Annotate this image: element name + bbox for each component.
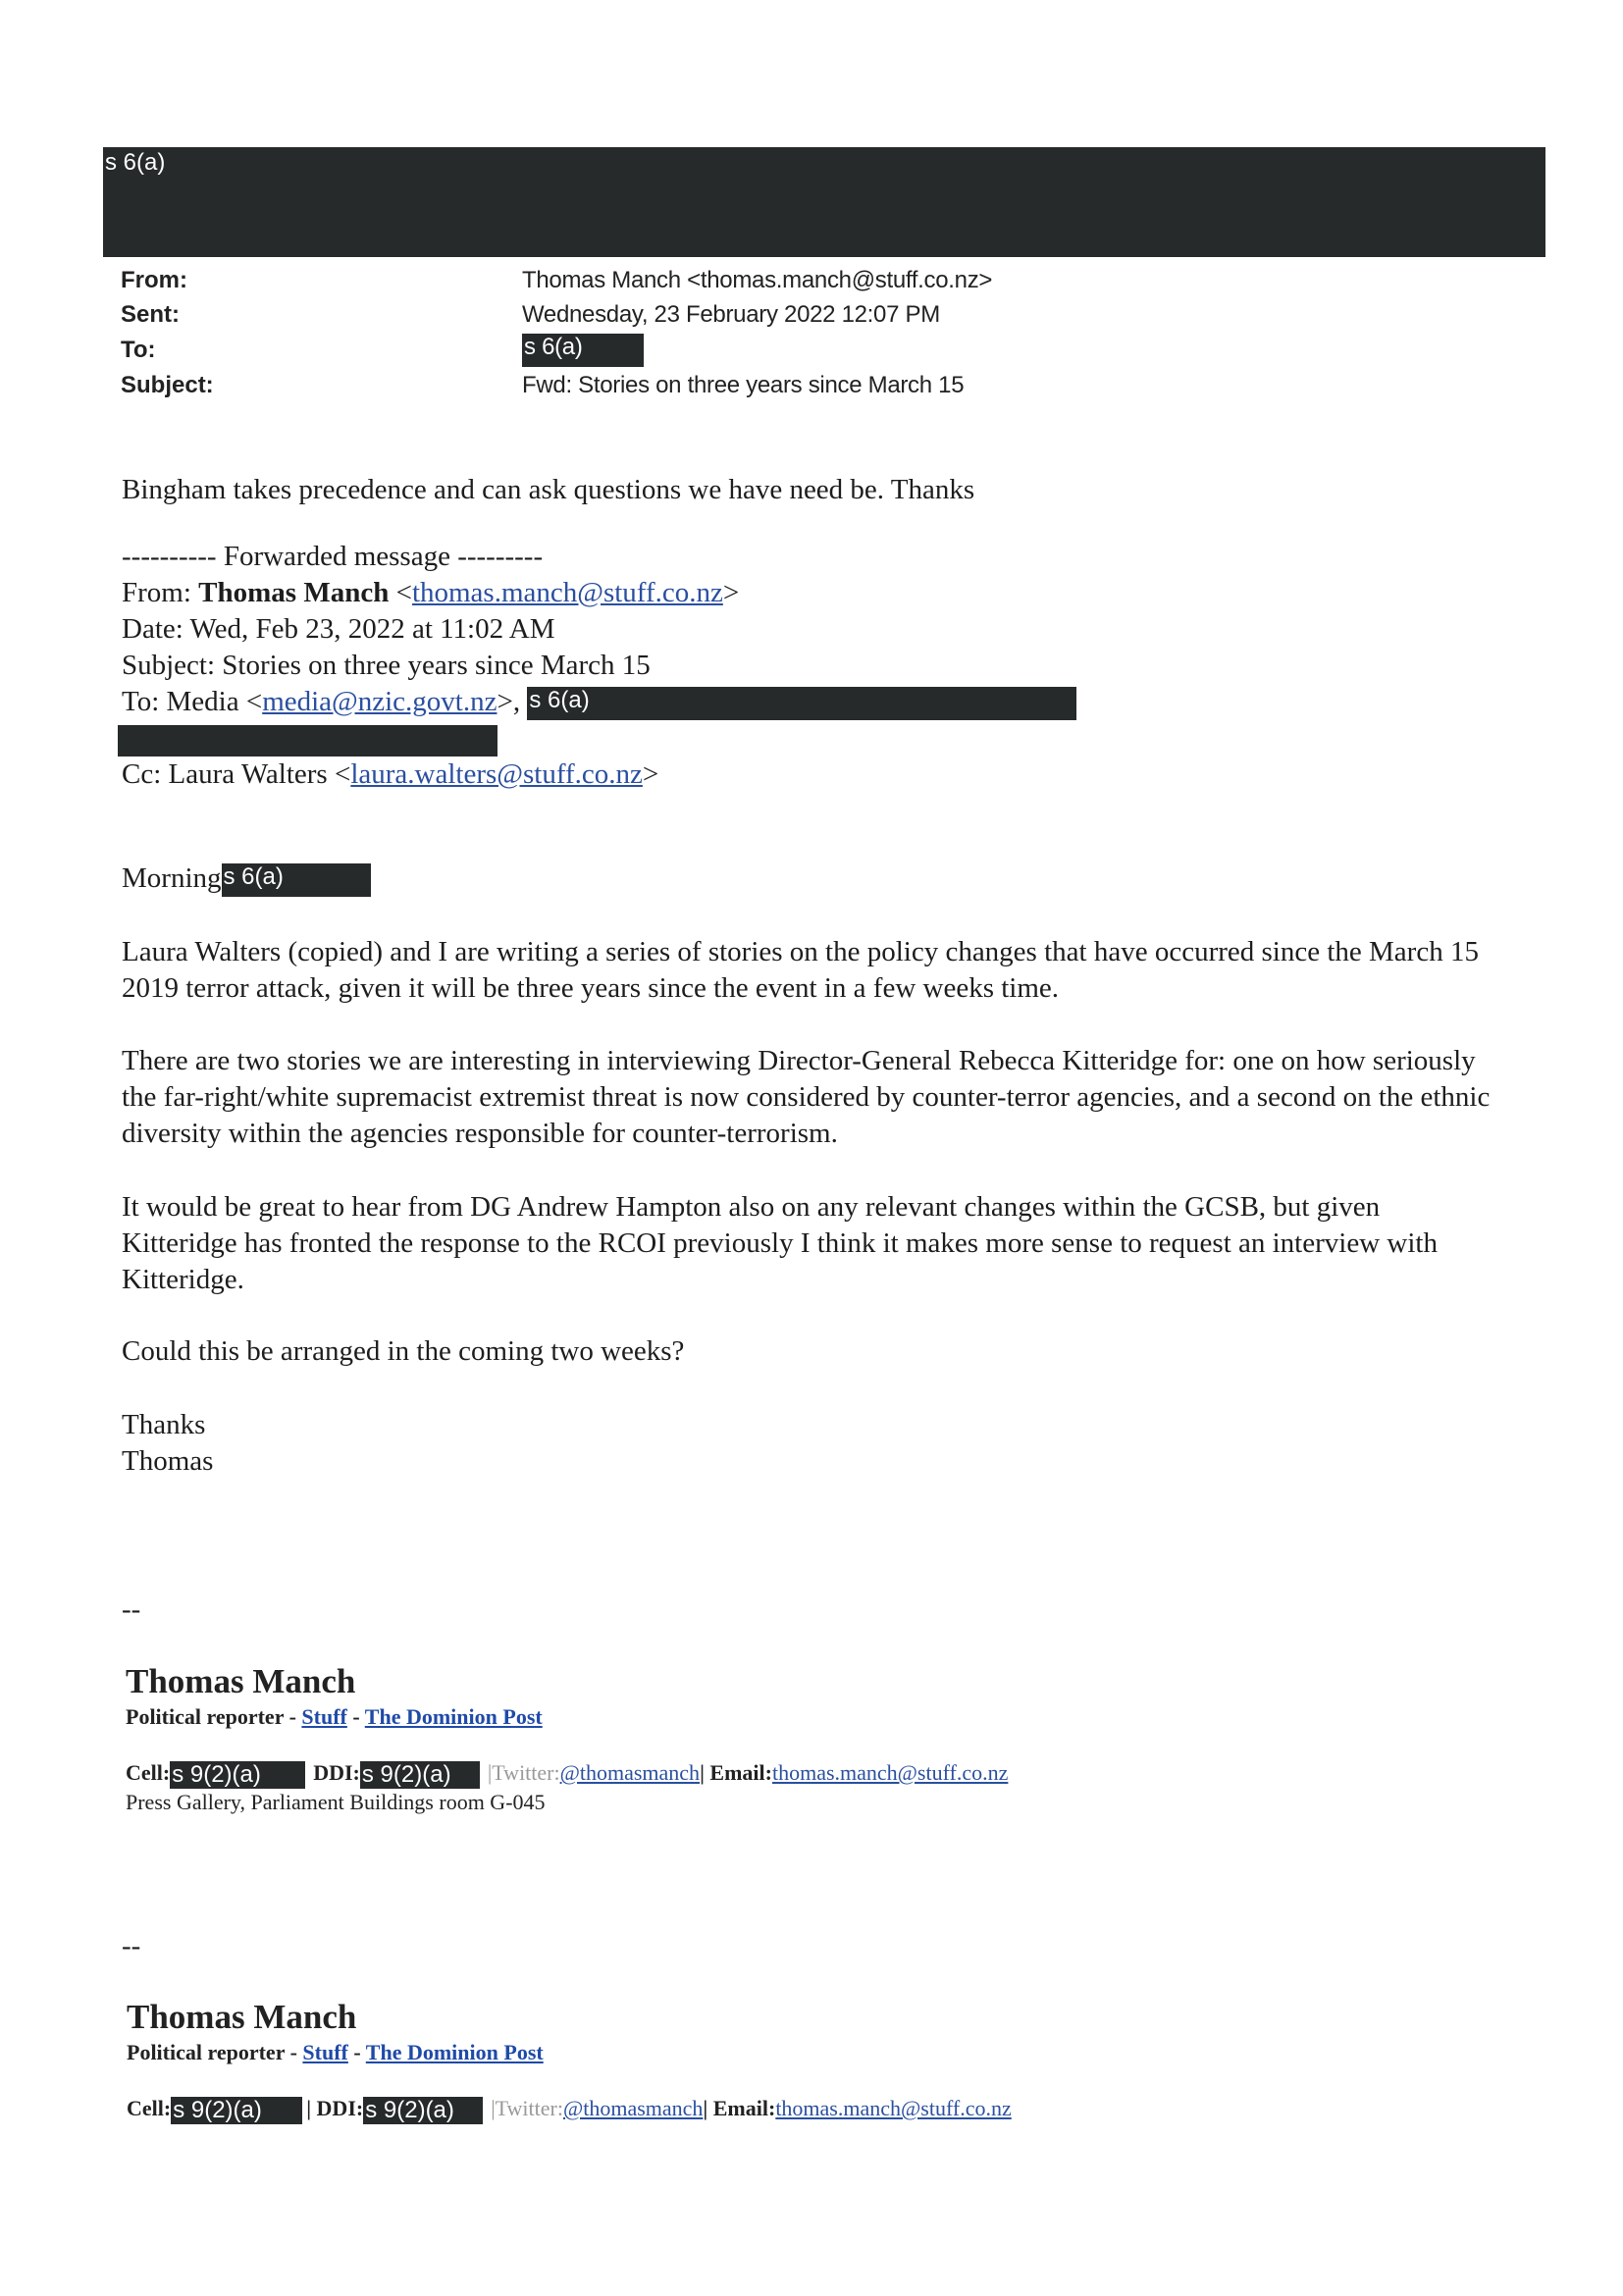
ddi-redaction: s 9(2)(a) bbox=[363, 2097, 483, 2124]
greeting-redaction: s 6(a) bbox=[222, 863, 371, 897]
fwd-subject: Subject: Stories on three years since March 15 bbox=[122, 650, 651, 681]
dash: - bbox=[347, 2040, 366, 2064]
role-text: Political reporter - bbox=[126, 1704, 302, 1729]
subject-value: Fwd: Stories on three years since March 15 bbox=[522, 372, 965, 398]
redaction-block-top bbox=[103, 147, 1545, 257]
intro-text: Bingham takes precedence and can ask questions we have need be. Thanks bbox=[122, 474, 975, 505]
signature-contact bbox=[127, 2096, 1012, 2124]
greeting bbox=[122, 861, 1515, 897]
dominion-post-link[interactable]: The Dominion Post bbox=[364, 1704, 543, 1729]
greeting-text: Morning bbox=[122, 862, 222, 894]
paragraph-2: There are two stories we are interesting in interviewing Director-General Rebecca Kitteridge for: one on how seriously the far-right/white supremacist extremist threat is now considered by counter-terror agencies, and a second on the ethnic diversity within the agencies responsible for counter-terrorism. bbox=[122, 1045, 1491, 1149]
fwd-to-redaction-continued bbox=[118, 725, 497, 757]
fwd-from-email-link[interactable]: thomas.manch@stuff.co.nz bbox=[411, 577, 723, 608]
signature-contact bbox=[126, 1760, 1008, 1789]
fwd-cc-label: Cc: Laura Walters < bbox=[122, 758, 351, 791]
fwd-from-name: Thomas Manch bbox=[198, 577, 390, 608]
signature-separator: -- bbox=[122, 1593, 141, 1625]
cell-label: Cell: bbox=[127, 2096, 172, 2120]
twitter-label: |Twitter: bbox=[487, 1760, 560, 1785]
fwd-from-label: From: bbox=[122, 577, 199, 608]
signoff: Thanks bbox=[122, 1409, 206, 1440]
to-redaction: s 6(a) bbox=[522, 334, 644, 367]
paragraph-1: Laura Walters (copied) and I are writing a series of stories on the policy changes that have occurred since the March 15 2019 terror attack, given it will be three years since the event in a few weeks time. bbox=[122, 936, 1479, 1004]
signature-separator: -- bbox=[122, 1930, 141, 1961]
signature-role bbox=[126, 1704, 543, 1730]
fwd-date: Date: Wed, Feb 23, 2022 at 11:02 AM bbox=[122, 613, 555, 645]
fwd-to-label: To: Media < bbox=[122, 686, 263, 717]
forwarded-message bbox=[122, 539, 1515, 793]
from-label: From: bbox=[121, 267, 187, 293]
ddi-label: | DDI: bbox=[306, 2096, 364, 2120]
twitter-label: |Twitter: bbox=[491, 2096, 563, 2120]
cell-label: Cell: bbox=[126, 1760, 171, 1785]
fwd-to-email-link[interactable]: media@nzic.govt.nz bbox=[262, 686, 497, 717]
dominion-post-link[interactable]: The Dominion Post bbox=[365, 2040, 544, 2064]
fwd-from: From: Thomas Manch <thomas.manch@stuff.co.nz> bbox=[122, 577, 740, 608]
cell-redaction: s 9(2)(a) bbox=[171, 2097, 302, 2124]
paragraph-3: It would be great to hear from DG Andrew Hampton also on any relevant changes within the GCSB, but given Kitteridge has fronted the response to the RCOI previously I think it makes more sense to request an interview with Kitteridge. bbox=[122, 1191, 1438, 1295]
signature-name: Thomas Manch bbox=[126, 1662, 356, 1700]
fwd-to-redaction: s 6(a) bbox=[527, 687, 1076, 720]
stuff-link[interactable]: Stuff bbox=[301, 1704, 347, 1729]
twitter-link[interactable]: @thomasmanch bbox=[559, 1760, 701, 1785]
fwd-to: To: Media <media@nzic.govt.nz>, s 6(a) bbox=[122, 684, 1515, 720]
email-link[interactable]: thomas.manch@stuff.co.nz bbox=[771, 1760, 1009, 1785]
sent-value: Wednesday, 23 February 2022 12:07 PM bbox=[522, 301, 940, 328]
cell-redaction: s 9(2)(a) bbox=[170, 1761, 305, 1789]
from-value: Thomas Manch <thomas.manch@stuff.co.nz> bbox=[522, 267, 993, 293]
to-label: To: bbox=[121, 337, 156, 363]
subject-label: Subject: bbox=[121, 372, 214, 398]
email-link[interactable]: thomas.manch@stuff.co.nz bbox=[775, 2096, 1012, 2120]
twitter-link[interactable]: @thomasmanch bbox=[562, 2096, 704, 2120]
email-label: | Email: bbox=[700, 1760, 772, 1785]
paragraph-4: Could this be arranged in the coming two weeks? bbox=[122, 1335, 685, 1367]
signoff-name: Thomas bbox=[122, 1445, 214, 1477]
redaction-label: s 6(a) bbox=[105, 149, 166, 176]
ddi-label: DDI: bbox=[313, 1760, 360, 1785]
signature-role bbox=[127, 2040, 544, 2065]
stuff-link[interactable]: Stuff bbox=[302, 2040, 348, 2064]
role-text: Political reporter - bbox=[127, 2040, 303, 2064]
ddi-redaction: s 9(2)(a) bbox=[360, 1761, 480, 1789]
signature-name: Thomas Manch bbox=[127, 1998, 357, 2036]
forwarded-marker: ---------- Forwarded message --------- bbox=[122, 541, 544, 572]
fwd-cc-email-link[interactable]: laura.walters@stuff.co.nz bbox=[350, 758, 643, 791]
signature-address: Press Gallery, Parliament Buildings room G-045 bbox=[126, 1790, 546, 1814]
sent-label: Sent: bbox=[121, 301, 180, 328]
email-label: | Email: bbox=[703, 2096, 776, 2120]
fwd-cc: Cc: Laura Walters <laura.walters@stuff.co.nz> bbox=[122, 758, 659, 791]
dash: - bbox=[346, 1704, 365, 1729]
